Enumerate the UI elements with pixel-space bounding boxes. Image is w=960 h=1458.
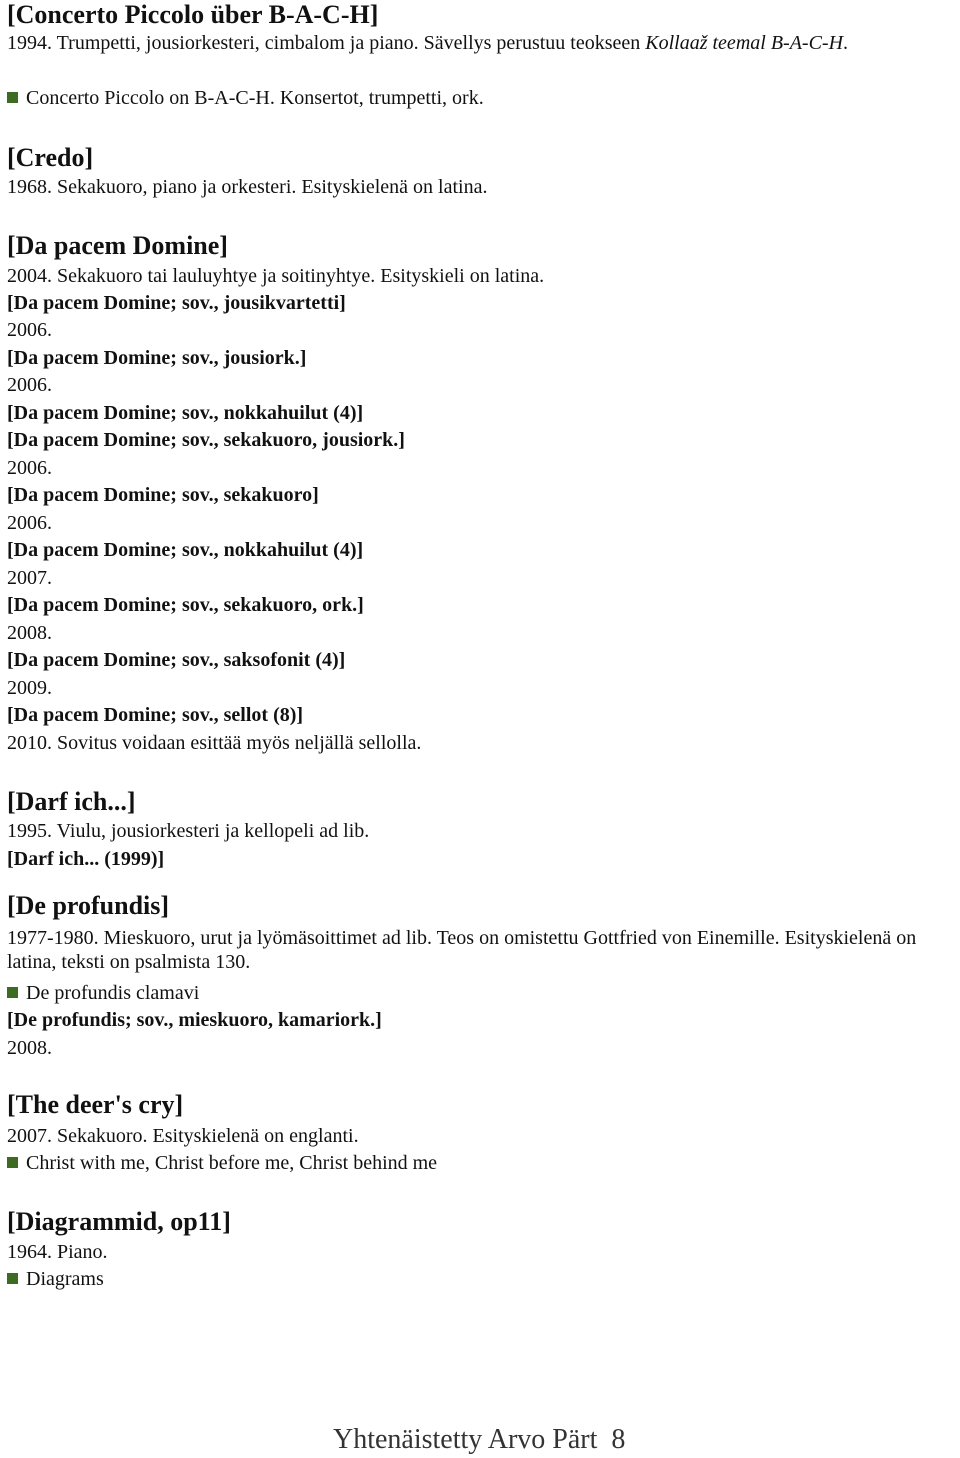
version-year: 2008. xyxy=(7,1037,52,1059)
entry-description: 1968. Sekakuoro, piano ja orkesteri. Esityskielenä on latina. xyxy=(7,176,488,198)
entry-description: 1977-1980. Mieskuoro, urut ja lyömäsoittimet ad lib. Teos on omistettu Gottfried von Einemille. Esityskielenä on latina, teksti on psalmista 130. xyxy=(7,927,917,973)
entry-description: 2007. Sekakuoro. Esityskielenä on englanti. xyxy=(7,1125,359,1147)
version-title: [Da pacem Domine; sov., saksofonit (4)] xyxy=(7,649,346,671)
version-year: 2006. xyxy=(7,512,52,534)
version-title: [Darf ich... (1999)] xyxy=(7,848,165,870)
version-title: [Da pacem Domine; sov., jousikvartetti] xyxy=(7,292,346,314)
entry-title: [Da pacem Domine] xyxy=(7,231,228,260)
related-work-item: Concerto Piccolo on B-A-C-H. Konsertot, trumpetti, ork. xyxy=(7,86,484,110)
bullet-square-icon xyxy=(7,92,18,103)
footer-title: Yhtenäistetty Arvo Pärt xyxy=(333,1424,598,1455)
entry-title: [Darf ich...] xyxy=(7,787,136,816)
entry-description: 1964. Piano. xyxy=(7,1241,108,1263)
entry-description: 2004. Sekakuoro tai lauluyhtye ja soitinyhtye. Esityskieli on latina. xyxy=(7,265,545,287)
page-number: 8 xyxy=(611,1424,626,1455)
entry-title: [The deer's cry] xyxy=(7,1090,184,1119)
bullet-square-icon xyxy=(7,1157,18,1168)
related-work-item: Diagrams xyxy=(7,1267,104,1291)
entry-description: 1994. Trumpetti, jousiorkesteri, cimbalom ja piano. Sävellys perustuu teokseen Kollaaž teemal B-A-C-H. xyxy=(7,32,849,54)
version-title: [Da pacem Domine; sov., nokkahuilut (4)] xyxy=(7,402,364,424)
version-title: [De profundis; sov., mieskuoro, kamariork.] xyxy=(7,1009,382,1031)
version-title: [Da pacem Domine; sov., sekakuoro] xyxy=(7,484,319,506)
version-year: 2008. xyxy=(7,622,52,644)
version-year: 2006. xyxy=(7,374,52,396)
entry-title: [Concerto Piccolo über B-A-C-H] xyxy=(7,0,379,29)
related-work-item: De profundis clamavi xyxy=(7,981,199,1005)
version-title: [Da pacem Domine; sov., sekakuoro, ork.] xyxy=(7,594,364,616)
version-year: 2007. xyxy=(7,567,52,589)
entry-title: [De profundis] xyxy=(7,891,170,920)
related-work-item: Christ with me, Christ before me, Christ behind me xyxy=(7,1151,437,1175)
bullet-square-icon xyxy=(7,987,18,998)
entry-title: [Credo] xyxy=(7,143,94,172)
version-year: 2010. Sovitus voidaan esittää myös neljällä sellolla. xyxy=(7,732,422,754)
bullet-square-icon xyxy=(7,1273,18,1284)
entry-title: [Diagrammid, op11] xyxy=(7,1207,231,1236)
version-title: [Da pacem Domine; sov., nokkahuilut (4)] xyxy=(7,539,364,561)
version-title: [Da pacem Domine; sov., sellot (8)] xyxy=(7,704,304,726)
version-year: 2006. xyxy=(7,457,52,479)
version-year: 2009. xyxy=(7,677,52,699)
entry-description: 1995. Viulu, jousiorkesteri ja kellopeli ad lib. xyxy=(7,820,370,842)
version-title: [Da pacem Domine; sov., sekakuoro, jousiork.] xyxy=(7,429,405,451)
version-year: 2006. xyxy=(7,319,52,341)
page-footer xyxy=(333,1424,625,1456)
version-title: [Da pacem Domine; sov., jousiork.] xyxy=(7,347,307,369)
